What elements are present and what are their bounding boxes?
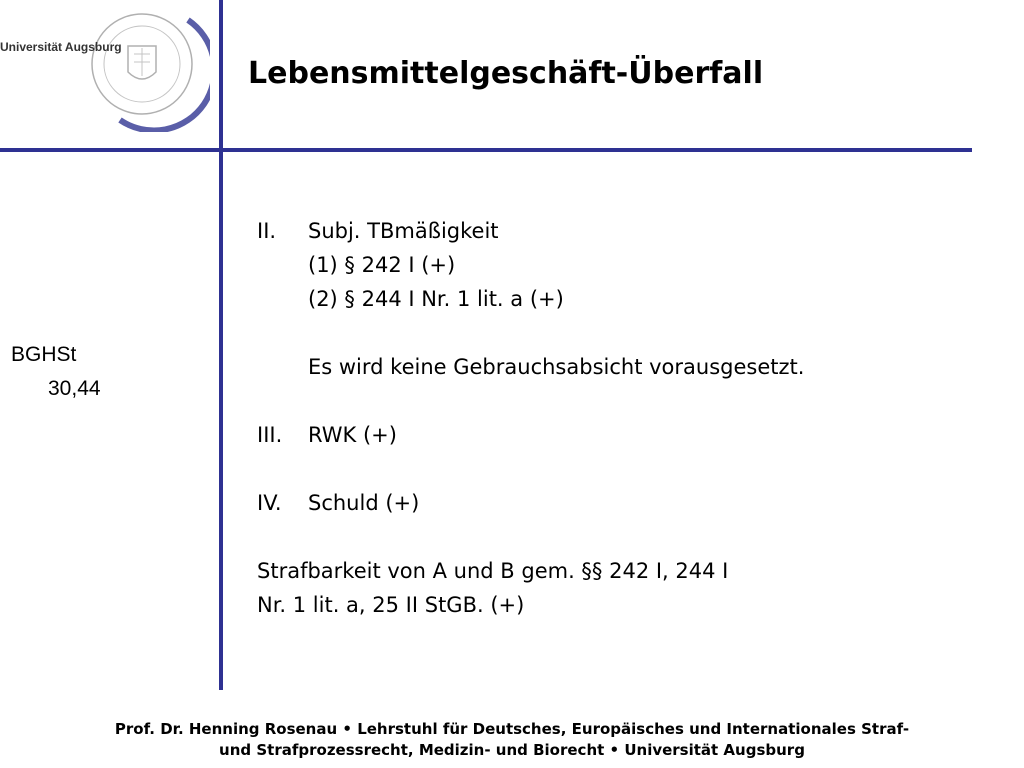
- university-name: Universität Augsburg: [0, 40, 122, 54]
- spacer: [257, 384, 957, 418]
- outline-subitem-1: (1) § 242 I (+): [308, 253, 456, 277]
- spacer: [257, 452, 957, 486]
- outline-note: Es wird keine Gebrauchsabsicht vorausgesetzt.: [308, 355, 805, 379]
- outline-item-2: [257, 214, 957, 248]
- page-title: Lebensmittelgeschäft-Überfall: [248, 56, 764, 91]
- spacer: [257, 520, 957, 554]
- outline-label: Schuld (+): [308, 491, 420, 515]
- outline-label: RWK (+): [308, 423, 397, 447]
- outline-number: III.: [257, 423, 283, 447]
- footer-line-2: und Strafprozessrecht, Medizin- und Biorecht • Universität Augsburg: [219, 741, 805, 759]
- outline-number: II.: [257, 219, 277, 243]
- horizontal-divider: [0, 148, 972, 152]
- university-seal-logo: [80, 2, 210, 132]
- citation-reference: 30,44: [48, 377, 101, 400]
- outline-label: Subj. TBmäßigkeit: [308, 219, 499, 243]
- outline-number: IV.: [257, 491, 282, 515]
- sidebar-citation: [11, 338, 101, 406]
- footer: [0, 719, 1024, 761]
- footer-line-1: Prof. Dr. Henning Rosenau • Lehrstuhl für Deutsches, Europäisches und Internationales Straf-: [114, 720, 910, 738]
- vertical-divider: [219, 0, 223, 690]
- conclusion-line-1: Strafbarkeit von A und B gem. §§ 242 I, 244 I: [257, 559, 729, 583]
- outline-item-4: [257, 486, 957, 520]
- conclusion-line-2: Nr. 1 lit. a, 25 II StGB. (+): [257, 593, 525, 617]
- outline-item-3: [257, 418, 957, 452]
- outline-subitem-2: (2) § 244 I Nr. 1 lit. a (+): [308, 287, 564, 311]
- citation-court: BGHSt: [11, 343, 77, 366]
- spacer: [257, 316, 957, 350]
- main-content: [257, 214, 957, 622]
